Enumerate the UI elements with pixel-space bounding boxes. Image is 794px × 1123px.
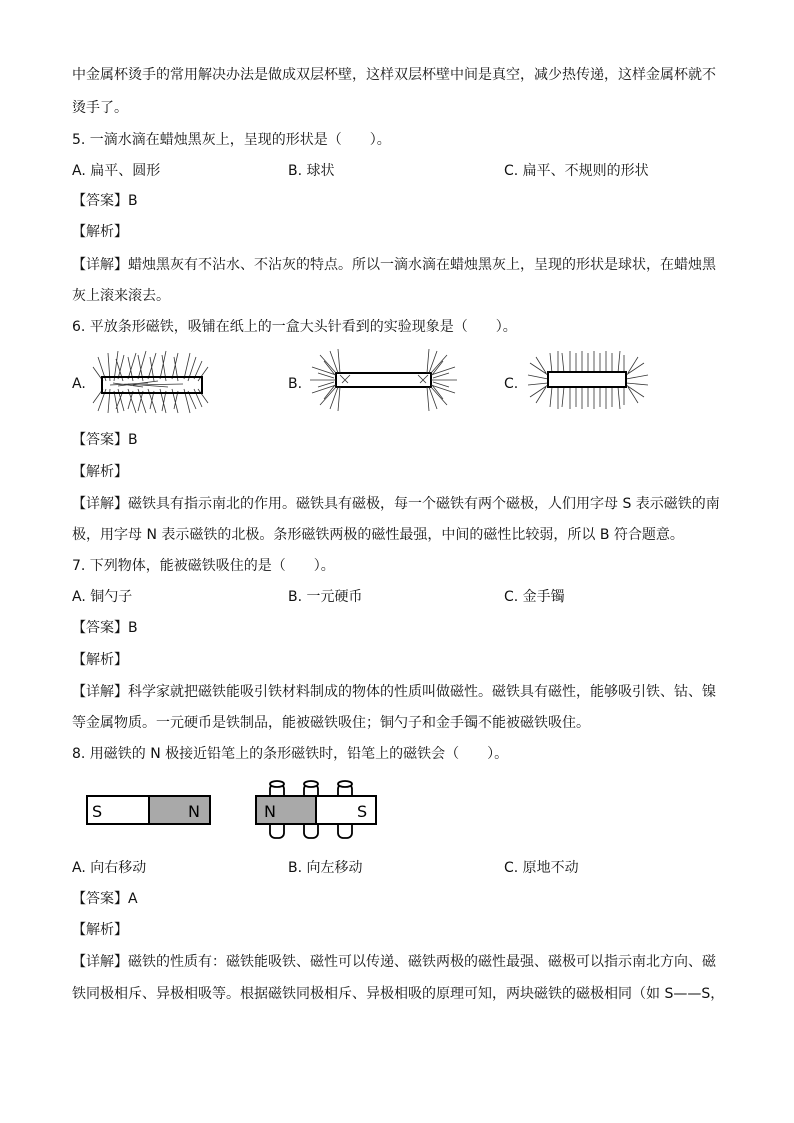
intro-line-2: 烫手了。 — [72, 100, 128, 116]
q8-option-c: C. 原地不动 — [504, 860, 579, 876]
q8-option-b: B. 向左移动 — [288, 860, 363, 876]
q6-figure-b-magnet-pins — [308, 345, 458, 415]
magnet2-n-label: N — [264, 802, 276, 821]
q5-detail-line-1: 【详解】蜡烛黑灰有不沾水、不沾灰的特点。所以一滴水滴在蜡烛黑灰上，呈现的形状是球状，在蜡烛黑 — [72, 257, 716, 273]
question-8: 8. 用磁铁的 N 极接近铅笔上的条形磁铁时，铅笔上的磁铁会（ ）。 — [72, 746, 509, 762]
q8-answer: 【答案】A — [72, 891, 138, 907]
q6-option-c-label: C. — [504, 376, 519, 392]
q6-figure-c-magnet-pins — [526, 345, 656, 415]
q5-analysis-label: 【解析】 — [72, 224, 128, 240]
q8-detail-line-1: 【详解】磁铁的性质有：磁铁能吸铁、磁性可以传递、磁铁两极的磁性最强、磁极可以指示南北方向、磁 — [72, 954, 716, 970]
q8-figure-magnets — [84, 772, 384, 842]
magnet1-n-label: N — [188, 802, 200, 821]
question-5: 5. 一滴水滴在蜡烛黑灰上，呈现的形状是（ ）。 — [72, 132, 391, 148]
q7-option-b: B. 一元硬币 — [288, 589, 363, 605]
q5-option-c: C. 扁平、不规则的形状 — [504, 163, 649, 179]
q5-detail-line-2: 灰上滚来滚去。 — [72, 288, 170, 304]
question-7: 7. 下列物体，能被磁铁吸住的是（ ）。 — [72, 558, 335, 574]
q8-detail-line-2: 铁同极相斥、异极相吸等。根据磁铁同极相斥、异极相吸的原理可知，两块磁铁的磁极相同（如 S——S， — [72, 986, 725, 1002]
q6-option-a-label: A. — [72, 376, 86, 392]
q7-answer: 【答案】B — [72, 620, 138, 636]
q8-analysis-label: 【解析】 — [72, 922, 128, 938]
q5-option-a: A. 扁平、圆形 — [72, 163, 161, 179]
q5-option-b: B. 球状 — [288, 163, 335, 179]
magnet2-s-label: S — [357, 802, 368, 821]
q5-answer: 【答案】B — [72, 193, 138, 209]
q7-analysis-label: 【解析】 — [72, 652, 128, 668]
q6-answer: 【答案】B — [72, 432, 138, 448]
q6-detail-line-2: 极，用字母 N 表示磁铁的北极。条形磁铁两极的磁性最强，中间的磁性比较弱，所以 B 符合题意。 — [72, 527, 684, 543]
q7-option-a: A. 铜勺子 — [72, 589, 133, 605]
q8-option-a: A. 向右移动 — [72, 860, 147, 876]
q7-option-c: C. 金手镯 — [504, 589, 565, 605]
intro-line-1: 中金属杯烫手的常用解决办法是做成双层杯壁，这样双层杯壁中间是真空，减少热传递，这样金属杯就不 — [72, 67, 716, 83]
question-6: 6. 平放条形磁铁，吸铺在纸上的一盒大头针看到的实验现象是（ ）。 — [72, 319, 517, 335]
q6-analysis-label: 【解析】 — [72, 464, 128, 480]
q6-figure-a-magnet-pins — [88, 345, 218, 415]
q7-detail-line-1: 【详解】科学家就把磁铁能吸引铁材料制成的物体的性质叫做磁性。磁铁具有磁性，能够吸引铁、钴、镍 — [72, 684, 716, 700]
q7-detail-line-2: 等金属物质。一元硬币是铁制品，能被磁铁吸住；铜勺子和金手镯不能被磁铁吸住。 — [72, 715, 590, 731]
q6-detail-line-1: 【详解】磁铁具有指示南北的作用。磁铁具有磁极，每一个磁铁有两个磁极，人们用字母 S 表示磁铁的南 — [72, 496, 720, 512]
q6-option-b-label: B. — [288, 376, 303, 392]
magnet1-s-label: S — [92, 802, 103, 821]
